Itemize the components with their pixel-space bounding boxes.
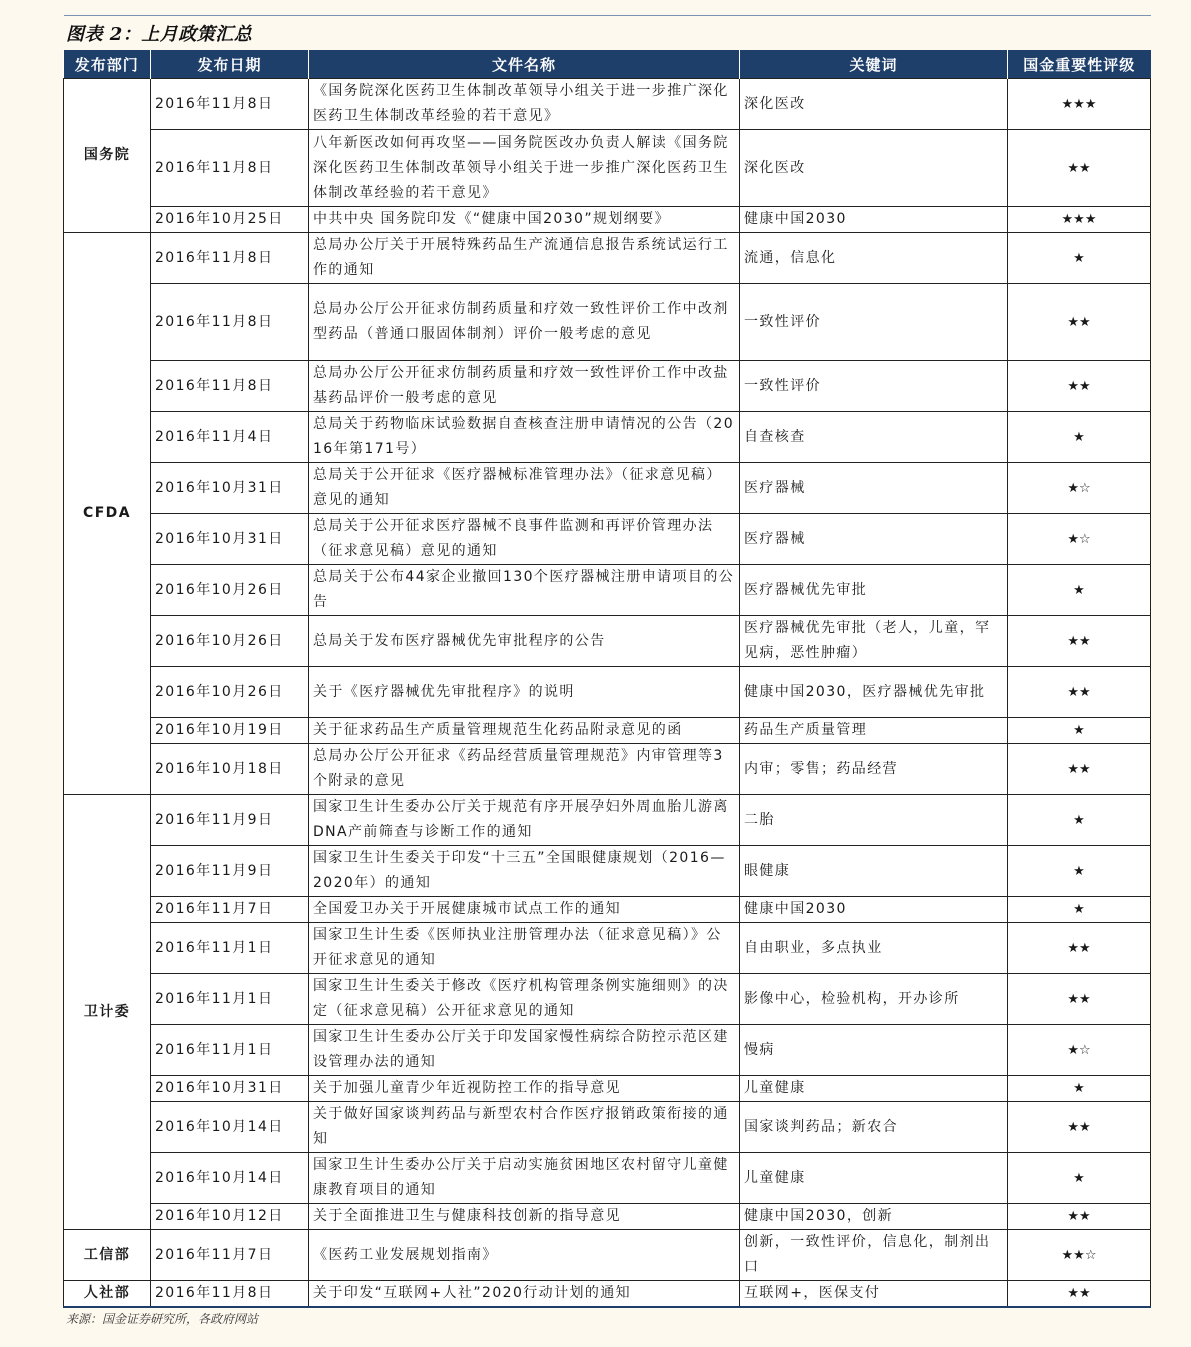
- date-cell: 2016年10月26日: [151, 616, 309, 667]
- table-row: [64, 1204, 1151, 1230]
- date-cell: 2016年10月18日: [151, 744, 309, 795]
- figure-title: 图表 2：上月政策汇总: [66, 24, 253, 45]
- rating-cell: ★: [1008, 1153, 1151, 1204]
- date-cell: 2016年10月14日: [151, 1102, 309, 1153]
- rating-cell: ★★: [1008, 130, 1151, 207]
- document-name-cell: 总局关于发布医疗器械优先审批程序的公告: [309, 616, 740, 667]
- document-name-cell: 关于《医疗器械优先审批程序》的说明: [309, 667, 740, 718]
- header-department: 发布部门: [64, 50, 151, 79]
- rating-cell: ★: [1008, 718, 1151, 744]
- date-cell: 2016年11月8日: [151, 233, 309, 284]
- rating-cell: ★★: [1008, 616, 1151, 667]
- rating-cell: ★★☆: [1008, 1230, 1151, 1281]
- rating-cell: ★★: [1008, 923, 1151, 974]
- date-cell: 2016年11月8日: [151, 284, 309, 361]
- rating-cell: ★★★: [1008, 79, 1151, 130]
- table-row: [64, 233, 1151, 284]
- date-cell: 2016年11月1日: [151, 974, 309, 1025]
- keywords-cell: 慢病: [740, 1025, 1008, 1076]
- table-header-row: [64, 50, 1151, 79]
- keywords-cell: 健康中国2030，医疗器械优先审批: [740, 667, 1008, 718]
- date-cell: 2016年11月1日: [151, 923, 309, 974]
- policy-table: [63, 50, 1151, 1308]
- date-cell: 2016年10月26日: [151, 667, 309, 718]
- rating-cell: ★☆: [1008, 1025, 1151, 1076]
- table-row: [64, 565, 1151, 616]
- rating-cell: ★: [1008, 565, 1151, 616]
- date-cell: 2016年11月7日: [151, 1230, 309, 1281]
- keywords-cell: 深化医改: [740, 79, 1008, 130]
- rating-cell: ★: [1008, 795, 1151, 846]
- date-cell: 2016年11月8日: [151, 79, 309, 130]
- document-name-cell: 国家卫生计生委关于修改《医疗机构管理条例实施细则》的决定（征求意见稿）公开征求意见的通知: [309, 974, 740, 1025]
- keywords-cell: 儿童健康: [740, 1076, 1008, 1102]
- table-row: [64, 974, 1151, 1025]
- document-name-cell: 总局办公厅公开征求仿制药质量和疗效一致性评价工作中改剂型药品（普通口服固体制剂）评价一般考虑的意见: [309, 284, 740, 361]
- rating-cell: ★★: [1008, 1281, 1151, 1308]
- table-row: [64, 897, 1151, 923]
- table-row: [64, 79, 1151, 130]
- keywords-cell: 深化医改: [740, 130, 1008, 207]
- document-name-cell: 关于征求药品生产质量管理规范生化药品附录意见的函: [309, 718, 740, 744]
- document-name-cell: 关于印发“互联网+人社”2020行动计划的通知: [309, 1281, 740, 1308]
- table-row: [64, 795, 1151, 846]
- date-cell: 2016年11月7日: [151, 897, 309, 923]
- table-row: [64, 207, 1151, 233]
- rating-cell: ★: [1008, 412, 1151, 463]
- document-name-cell: 国家卫生计生委《医师执业注册管理办法（征求意见稿）》公开征求意见的通知: [309, 923, 740, 974]
- header-document-name: 文件名称: [309, 50, 740, 79]
- department-cell: CFDA: [64, 233, 151, 795]
- document-name-cell: 国家卫生计生委关于印发“十三五”全国眼健康规划（2016—2020年）的通知: [309, 846, 740, 897]
- document-name-cell: 国家卫生计生委办公厅关于启动实施贫困地区农村留守儿童健康教育项目的通知: [309, 1153, 740, 1204]
- document-name-cell: 关于做好国家谈判药品与新型农村合作医疗报销政策衔接的通知: [309, 1102, 740, 1153]
- document-name-cell: 总局办公厅关于开展特殊药品生产流通信息报告系统试运行工作的通知: [309, 233, 740, 284]
- rating-cell: ★☆: [1008, 463, 1151, 514]
- rating-cell: ★★: [1008, 744, 1151, 795]
- keywords-cell: 儿童健康: [740, 1153, 1008, 1204]
- keywords-cell: 健康中国2030，创新: [740, 1204, 1008, 1230]
- department-cell: 卫计委: [64, 795, 151, 1230]
- table-row: [64, 923, 1151, 974]
- keywords-cell: 一致性评价: [740, 361, 1008, 412]
- table-row: [64, 514, 1151, 565]
- date-cell: 2016年10月25日: [151, 207, 309, 233]
- table-row: [64, 1153, 1151, 1204]
- table-row: [64, 1230, 1151, 1281]
- document-name-cell: 国家卫生计生委办公厅关于规范有序开展孕妇外周血胎儿游离DNA产前筛查与诊断工作的通知: [309, 795, 740, 846]
- rating-cell: ★★: [1008, 361, 1151, 412]
- keywords-cell: 医疗器械优先审批（老人，儿童，罕见病，恶性肿瘤）: [740, 616, 1008, 667]
- date-cell: 2016年11月4日: [151, 412, 309, 463]
- department-cell: 工信部: [64, 1230, 151, 1281]
- table-row: [64, 130, 1151, 207]
- keywords-cell: 二胎: [740, 795, 1008, 846]
- document-name-cell: 关于全面推进卫生与健康科技创新的指导意见: [309, 1204, 740, 1230]
- rating-cell: ★: [1008, 233, 1151, 284]
- keywords-cell: 自查核查: [740, 412, 1008, 463]
- document-name-cell: 国家卫生计生委办公厅关于印发国家慢性病综合防控示范区建设管理办法的通知: [309, 1025, 740, 1076]
- top-rule: [64, 15, 1151, 16]
- date-cell: 2016年10月31日: [151, 514, 309, 565]
- table-body: [64, 79, 1151, 1308]
- date-cell: 2016年10月14日: [151, 1153, 309, 1204]
- keywords-cell: 国家谈判药品；新农合: [740, 1102, 1008, 1153]
- table-row: [64, 667, 1151, 718]
- rating-cell: ★☆: [1008, 514, 1151, 565]
- rating-cell: ★★: [1008, 1102, 1151, 1153]
- rating-cell: ★★: [1008, 284, 1151, 361]
- keywords-cell: 流通，信息化: [740, 233, 1008, 284]
- table-row: [64, 1281, 1151, 1308]
- document-name-cell: 总局办公厅公开征求仿制药质量和疗效一致性评价工作中改盐基药品评价一般考虑的意见: [309, 361, 740, 412]
- document-name-cell: 总局关于公布44家企业撤回130个医疗器械注册申请项目的公告: [309, 565, 740, 616]
- document-name-cell: 《医药工业发展规划指南》: [309, 1230, 740, 1281]
- document-name-cell: 总局关于公开征求《医疗器械标准管理办法》（征求意见稿）意见的通知: [309, 463, 740, 514]
- document-name-cell: 全国爱卫办关于开展健康城市试点工作的通知: [309, 897, 740, 923]
- date-cell: 2016年11月8日: [151, 361, 309, 412]
- rating-cell: ★★: [1008, 974, 1151, 1025]
- keywords-cell: 医疗器械优先审批: [740, 565, 1008, 616]
- document-name-cell: 八年新医改如何再攻坚——国务院医改办负责人解读《国务院深化医药卫生体制改革领导小组关于进一步推广深化医药卫生体制改革经验的若干意见》: [309, 130, 740, 207]
- rating-cell: ★★: [1008, 1204, 1151, 1230]
- header-date: 发布日期: [151, 50, 309, 79]
- keywords-cell: 健康中国2030: [740, 897, 1008, 923]
- table-row: [64, 1076, 1151, 1102]
- keywords-cell: 影像中心，检验机构，开办诊所: [740, 974, 1008, 1025]
- document-name-cell: 《国务院深化医药卫生体制改革领导小组关于进一步推广深化医药卫生体制改革经验的若干意见》: [309, 79, 740, 130]
- table-row: [64, 718, 1151, 744]
- keywords-cell: 一致性评价: [740, 284, 1008, 361]
- keywords-cell: 眼健康: [740, 846, 1008, 897]
- table-row: [64, 463, 1151, 514]
- document-name-cell: 总局办公厅公开征求《药品经营质量管理规范》内审管理等3个附录的意见: [309, 744, 740, 795]
- date-cell: 2016年10月12日: [151, 1204, 309, 1230]
- keywords-cell: 健康中国2030: [740, 207, 1008, 233]
- document-name-cell: 总局关于公开征求医疗器械不良事件监测和再评价管理办法（征求意见稿）意见的通知: [309, 514, 740, 565]
- date-cell: 2016年11月8日: [151, 1281, 309, 1308]
- table-row: [64, 846, 1151, 897]
- rating-cell: ★: [1008, 846, 1151, 897]
- keywords-cell: 自由职业，多点执业: [740, 923, 1008, 974]
- table-row: [64, 616, 1151, 667]
- date-cell: 2016年10月31日: [151, 463, 309, 514]
- header-keywords: 关键词: [740, 50, 1008, 79]
- keywords-cell: 医疗器械: [740, 463, 1008, 514]
- table-row: [64, 412, 1151, 463]
- table-row: [64, 361, 1151, 412]
- table-row: [64, 1025, 1151, 1076]
- keywords-cell: 内审；零售；药品经营: [740, 744, 1008, 795]
- rating-cell: ★: [1008, 897, 1151, 923]
- date-cell: 2016年10月26日: [151, 565, 309, 616]
- rating-cell: ★: [1008, 1076, 1151, 1102]
- header-rating: 国金重要性评级: [1008, 50, 1151, 79]
- rating-cell: ★★: [1008, 667, 1151, 718]
- keywords-cell: 药品生产质量管理: [740, 718, 1008, 744]
- table-row: [64, 1102, 1151, 1153]
- date-cell: 2016年11月1日: [151, 1025, 309, 1076]
- keywords-cell: 互联网+，医保支付: [740, 1281, 1008, 1308]
- date-cell: 2016年11月8日: [151, 130, 309, 207]
- document-name-cell: 中共中央 国务院印发《“健康中国2030”规划纲要》: [309, 207, 740, 233]
- department-cell: 人社部: [64, 1281, 151, 1308]
- keywords-cell: 医疗器械: [740, 514, 1008, 565]
- keywords-cell: 创新，一致性评价，信息化，制剂出口: [740, 1230, 1008, 1281]
- table-row: [64, 284, 1151, 361]
- table-row: [64, 744, 1151, 795]
- date-cell: 2016年11月9日: [151, 846, 309, 897]
- date-cell: 2016年10月19日: [151, 718, 309, 744]
- department-cell: 国务院: [64, 79, 151, 233]
- source-note: 来源：国金证券研究所，各政府网站: [66, 1312, 259, 1326]
- date-cell: 2016年11月9日: [151, 795, 309, 846]
- document-name-cell: 总局关于药物临床试验数据自查核查注册申请情况的公告（2016年第171号）: [309, 412, 740, 463]
- rating-cell: ★★★: [1008, 207, 1151, 233]
- document-name-cell: 关于加强儿童青少年近视防控工作的指导意见: [309, 1076, 740, 1102]
- date-cell: 2016年10月31日: [151, 1076, 309, 1102]
